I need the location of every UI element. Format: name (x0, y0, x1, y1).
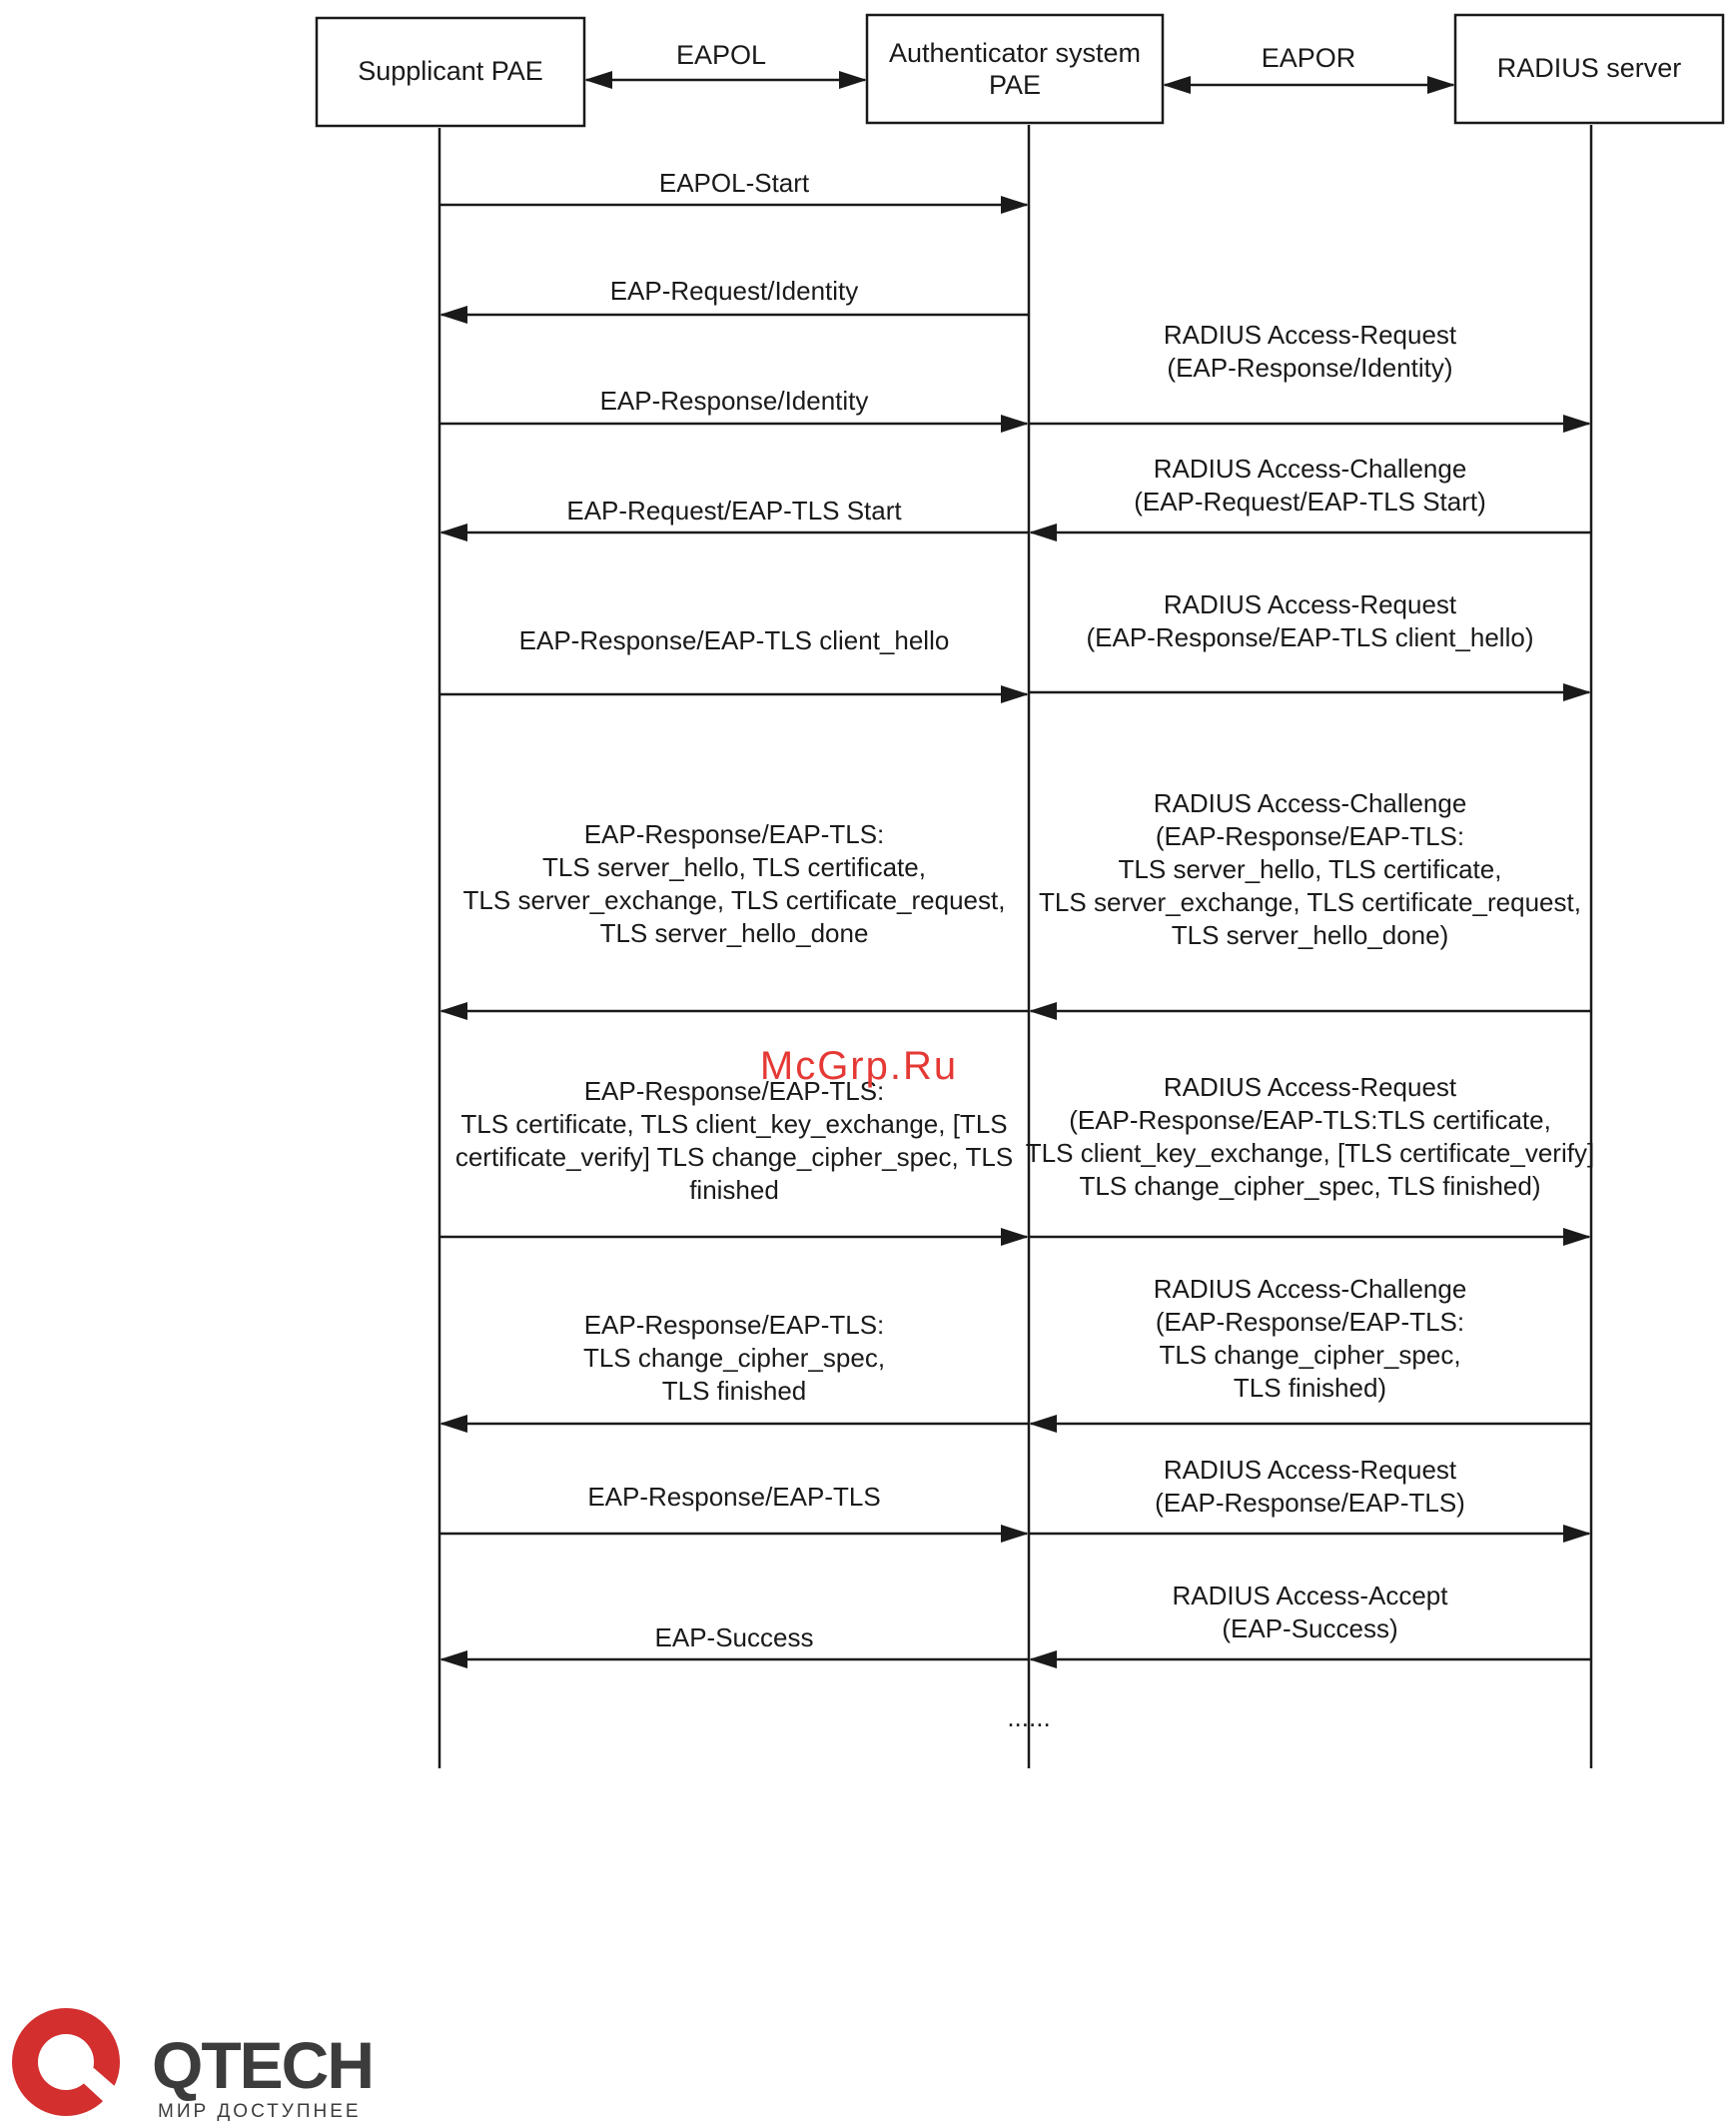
qtech-logo (12, 2008, 373, 2126)
message-9-label-line-2: TLS server_hello, TLS certificate, (542, 852, 926, 882)
actor-supplicant-label: Supplicant PAE (358, 56, 543, 86)
message-11 (439, 1076, 1027, 1237)
message-13-label-line-2: TLS change_cipher_spec, (582, 1343, 886, 1373)
watermark-text: McGrp.Ru (759, 1044, 959, 1088)
actor-authenticator-label-line1: Authenticator system (888, 38, 1142, 68)
message-14 (1031, 1274, 1591, 1424)
message-5 (441, 496, 1029, 532)
message-13 (441, 1310, 1029, 1424)
message-1 (439, 168, 1027, 205)
message-12-label-line-1: RADIUS Access-Request (1163, 1072, 1457, 1102)
message-4-label-line-1: RADIUS Access-Request (1163, 320, 1457, 350)
message-6 (1031, 454, 1591, 532)
actor-radius (1455, 15, 1723, 123)
message-6-label-line-1: RADIUS Access-Challenge (1153, 454, 1467, 484)
actor-supplicant (317, 18, 584, 126)
message-10 (1031, 788, 1591, 1011)
qtech-logo-wordmark: QTECH (152, 2028, 373, 2102)
actor-authenticator (867, 15, 1163, 123)
message-14-label-line-3: TLS change_cipher_spec, (1159, 1340, 1461, 1370)
message-14-label-line-2: (EAP-Response/EAP-TLS: (1155, 1307, 1465, 1337)
message-8-label-line-1: RADIUS Access-Request (1163, 589, 1457, 619)
message-7 (439, 625, 1027, 694)
message-9-label-line-3: TLS server_exchange, TLS certificate_request, (462, 885, 1006, 915)
actor-authenticator-label-line2: PAE (988, 70, 1042, 100)
message-11-label-line-2: TLS certificate, TLS client_key_exchange, [TLS (460, 1109, 1008, 1139)
message-12-label-line-2: (EAP-Response/EAP-TLS:TLS certificate, (1069, 1105, 1551, 1135)
message-10-label-line-2: (EAP-Response/EAP-TLS: (1155, 821, 1465, 851)
message-4-label-line-2: (EAP-Response/Identity) (1167, 353, 1453, 383)
message-10-label-line-4: TLS server_exchange, TLS certificate_request, (1039, 887, 1581, 917)
message-11-label-line-4: finished (689, 1175, 779, 1205)
message-7-label-line-1: EAP-Response/EAP-TLS client_hello (518, 625, 950, 655)
message-9-label-line-4: TLS server_hello_done (599, 918, 869, 948)
actor-radius-label: RADIUS server (1496, 53, 1682, 83)
message-13-label-line-1: EAP-Response/EAP-TLS: (583, 1310, 885, 1340)
message-12-label-line-3: TLS client_key_exchange, [TLS certificate_verify] (1025, 1138, 1595, 1168)
message-3 (439, 386, 1027, 424)
message-11-label-line-1: EAP-Response/EAP-TLS: (583, 1076, 885, 1106)
protocol-eapol-label: EAPOL (675, 40, 767, 70)
message-18-label-line-1: RADIUS Access-Accept (1172, 1581, 1448, 1610)
qtech-logo-tagline: МИР ДОСТУПНЕЕ (158, 2101, 362, 2122)
message-2 (441, 276, 1029, 315)
message-17-label-line-1: EAP-Success (654, 1622, 814, 1652)
message-15-label-line-1: EAP-Response/EAP-TLS (587, 1482, 881, 1512)
message-14-label-line-4: TLS finished) (1233, 1373, 1387, 1403)
message-12-label-line-4: TLS change_cipher_spec, TLS finished) (1079, 1171, 1541, 1201)
protocol-eapor (1165, 43, 1453, 85)
message-17 (441, 1622, 1029, 1659)
message-6-label-line-2: (EAP-Request/EAP-TLS Start) (1134, 487, 1486, 517)
message-16-label-line-1: RADIUS Access-Request (1163, 1455, 1457, 1485)
message-10-label-line-3: TLS server_hello, TLS certificate, (1118, 854, 1502, 884)
qtech-logo-mark-icon (12, 2008, 140, 2126)
message-2-label-line-1: EAP-Request/Identity (609, 276, 859, 306)
message-10-label-line-1: RADIUS Access-Challenge (1153, 788, 1467, 818)
message-18-label-line-2: (EAP-Success) (1222, 1613, 1398, 1643)
message-11-label-line-3: certificate_verify] TLS change_cipher_spec, TLS (454, 1142, 1014, 1172)
message-10-label-line-5: TLS server_hello_done) (1171, 920, 1449, 950)
message-16-label-line-2: (EAP-Response/EAP-TLS) (1155, 1488, 1465, 1518)
message-18 (1031, 1581, 1591, 1659)
message-13-label-line-3: TLS finished (661, 1376, 807, 1406)
message-5-label-line-1: EAP-Request/EAP-TLS Start (566, 496, 902, 526)
message-1-label-line-1: EAPOL-Start (658, 168, 810, 198)
message-15 (439, 1482, 1027, 1534)
message-12 (1026, 1072, 1594, 1237)
message-list (439, 168, 1594, 1659)
message-4 (1029, 320, 1589, 424)
message-9 (441, 819, 1029, 1011)
protocol-eapol (586, 40, 865, 80)
message-16 (1029, 1455, 1589, 1534)
continuation-dots: ...... (1007, 1702, 1051, 1732)
protocol-eapor-label: EAPOR (1261, 43, 1356, 73)
message-3-label-line-1: EAP-Response/Identity (599, 386, 869, 416)
message-9-label-line-1: EAP-Response/EAP-TLS: (583, 819, 885, 849)
message-8-label-line-2: (EAP-Response/EAP-TLS client_hello) (1086, 622, 1534, 652)
message-8 (1029, 589, 1589, 692)
message-14-label-line-1: RADIUS Access-Challenge (1153, 1274, 1467, 1304)
